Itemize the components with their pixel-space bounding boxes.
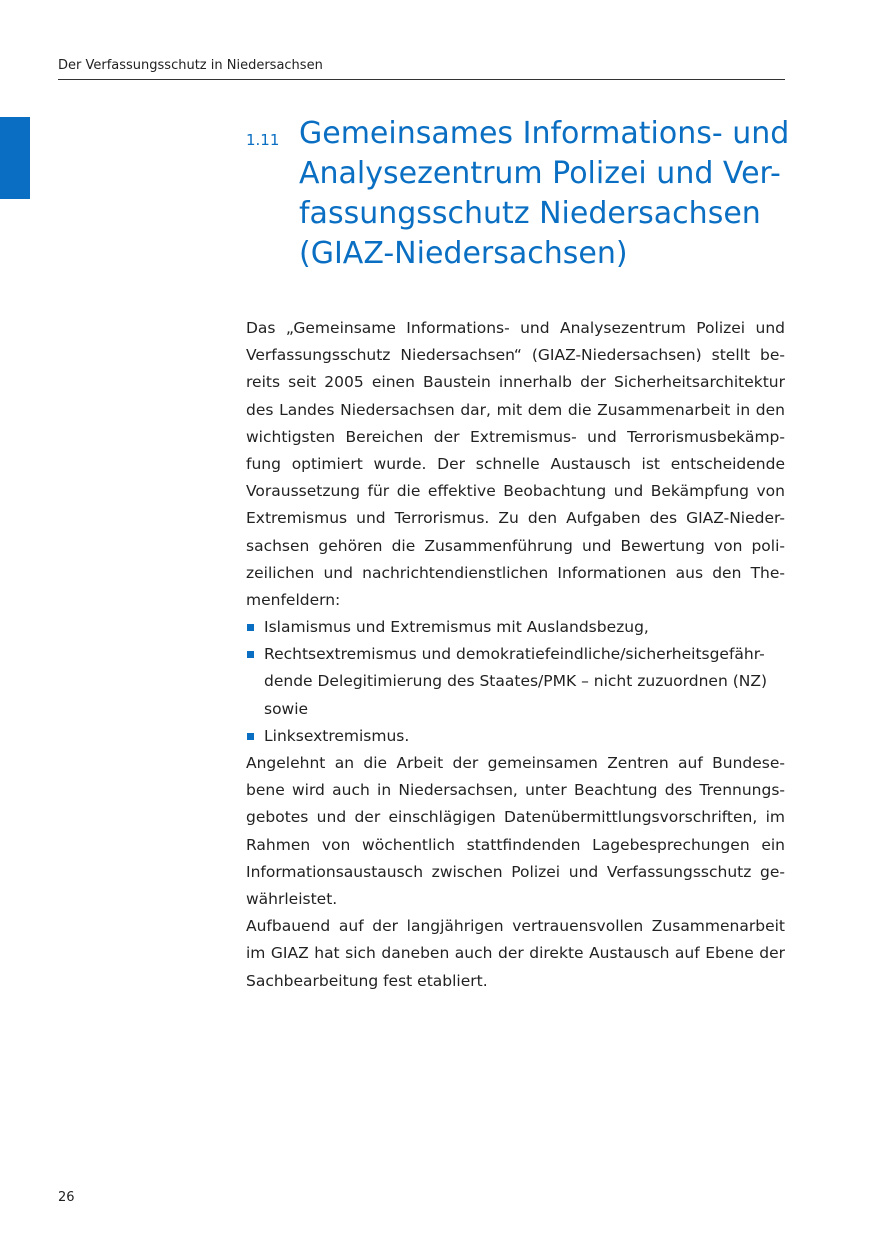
section-number: 1.11 bbox=[246, 131, 280, 149]
section-title-line: fassungsschutz Niedersachsen bbox=[299, 196, 761, 231]
text-line: bene wird auch in Niedersachsen, unter Beachtung des Trennungs- bbox=[246, 781, 785, 800]
chapter-side-tab bbox=[0, 117, 30, 199]
bullet-text: Linksextremismus. bbox=[264, 726, 410, 745]
page-number: 26 bbox=[58, 1190, 75, 1205]
section-title-line: (GIAZ-Niedersachsen) bbox=[299, 236, 628, 271]
bullet-text: Rechtsextremismus und demokratiefeindliche/sicherheitsgefähr- bbox=[264, 645, 765, 664]
text-line: Rahmen von wöchentlich stattfindenden Lagebesprechungen ein bbox=[246, 835, 785, 854]
square-bullet-icon bbox=[247, 624, 254, 631]
text-line: Aufbauend auf der langjährigen vertrauensvollen Zusammenarbeit bbox=[246, 917, 785, 936]
text-line: im GIAZ hat sich daneben auch der direkte Austausch auf Ebene der bbox=[246, 944, 785, 963]
square-bullet-icon bbox=[247, 651, 254, 658]
bullet-list bbox=[246, 614, 785, 750]
text-line: gebotes und der einschlägigen Datenübermittlungsvorschriften, im bbox=[246, 808, 785, 827]
text-line: fung optimiert wurde. Der schnelle Austausch ist entscheidende bbox=[246, 454, 785, 473]
body-text bbox=[246, 315, 785, 995]
text-line: menfeldern: bbox=[246, 590, 341, 609]
text-line: zeilichen und nachrichtendienstlichen Informationen aus den The- bbox=[246, 563, 785, 582]
list-item bbox=[246, 614, 785, 641]
bullet-line bbox=[246, 696, 785, 723]
text-line: Angelehnt an die Arbeit der gemeinsamen Zentren auf Bundese- bbox=[246, 754, 785, 772]
text-line: Voraussetzung für die effektive Beobachtung und Bekämpfung von bbox=[246, 482, 785, 501]
section-title bbox=[299, 114, 804, 274]
section-title-line: Gemeinsames Informations- und bbox=[299, 116, 790, 151]
text-line: wichtigsten Bereichen der Extremismus- und Terrorismusbekämp- bbox=[246, 427, 785, 446]
text-line: Informationsaustausch zwischen Polizei und Verfassungsschutz ge- bbox=[246, 862, 785, 881]
second-paragraph bbox=[246, 750, 785, 913]
bullet-text: dende Delegitimierung des Staates/PMK – nicht zuzuordnen (NZ) bbox=[264, 672, 768, 691]
text-line: Verfassungsschutz Niedersachsen“ (GIAZ-Niedersachsen) stellt be- bbox=[246, 346, 785, 365]
square-bullet-icon bbox=[247, 733, 254, 740]
bullet-line bbox=[246, 723, 785, 750]
list-item bbox=[246, 641, 785, 723]
text-line: Extremismus und Terrorismus. Zu den Aufgaben des GIAZ-Nieder- bbox=[246, 509, 785, 528]
text-line: Sachbearbeitung fest etabliert. bbox=[246, 971, 488, 990]
list-item bbox=[246, 723, 785, 750]
bullet-text: Islamismus und Extremismus mit Auslandsbezug, bbox=[264, 618, 649, 637]
bullet-line bbox=[246, 668, 785, 695]
intro-paragraph bbox=[246, 315, 785, 614]
third-paragraph bbox=[246, 913, 785, 995]
bullet-text: sowie bbox=[264, 699, 309, 718]
bullet-line bbox=[246, 614, 785, 641]
text-line: währleistet. bbox=[246, 889, 338, 908]
text-line: reits seit 2005 einen Baustein innerhalb der Sicherheitsarchitektur bbox=[246, 373, 785, 392]
running-header-title: Der Verfassungsschutz in Niedersachsen bbox=[58, 58, 323, 73]
bullet-line bbox=[246, 641, 785, 668]
running-header bbox=[58, 57, 785, 80]
text-line: sachsen gehören die Zusammenführung und Bewertung von poli- bbox=[246, 536, 785, 555]
section-title-line: Analysezentrum Polizei und Ver- bbox=[299, 156, 781, 191]
text-line: Das „Gemeinsame Informations- und Analysezentrum Polizei und bbox=[246, 319, 785, 337]
text-line: des Landes Niedersachsen dar, mit dem die Zusammenarbeit in den bbox=[246, 400, 785, 419]
